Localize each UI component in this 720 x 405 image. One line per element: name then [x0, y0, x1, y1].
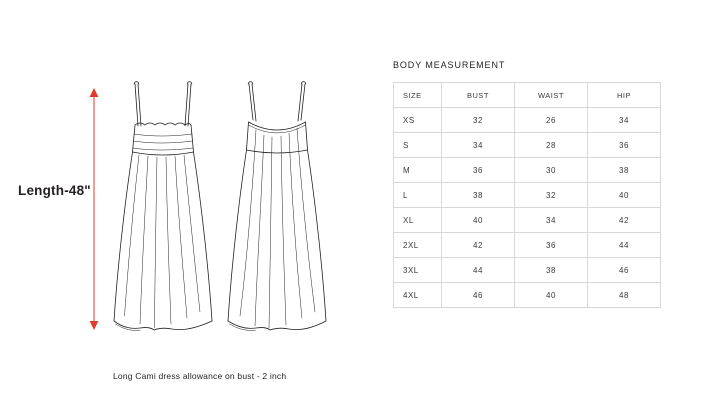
cell-hip: 40: [588, 183, 661, 208]
measurement-panel: [393, 60, 649, 308]
cell-waist: 38: [515, 258, 588, 283]
cell-hip: 38: [588, 158, 661, 183]
length-label: Length-48": [18, 183, 91, 198]
table-row: [394, 258, 661, 283]
column-header-waist: WAIST: [515, 83, 588, 108]
cell-waist: 36: [515, 233, 588, 258]
cell-size: XL: [394, 208, 442, 233]
measurement-title: BODY MEASUREMENT: [393, 60, 506, 70]
cell-size: XS: [394, 108, 442, 133]
cell-size: 2XL: [394, 233, 442, 258]
cell-bust: 36: [442, 158, 515, 183]
cell-hip: 36: [588, 133, 661, 158]
size-chart-table: [393, 82, 661, 308]
cell-hip: 42: [588, 208, 661, 233]
illustration-caption: Long Cami dress allowance on bust - 2 inch: [113, 371, 287, 381]
cell-waist: 28: [515, 133, 588, 158]
column-header-bust: BUST: [442, 83, 515, 108]
cell-waist: 32: [515, 183, 588, 208]
cell-hip: 46: [588, 258, 661, 283]
cell-bust: 32: [442, 108, 515, 133]
cell-hip: 34: [588, 108, 661, 133]
table-row: [394, 283, 661, 308]
table-row: [394, 208, 661, 233]
cell-bust: 38: [442, 183, 515, 208]
dress-front-view-sketch: [108, 78, 218, 340]
table-header-row: [394, 83, 661, 108]
cell-waist: 34: [515, 208, 588, 233]
dress-back-view-sketch: [222, 78, 332, 340]
cell-bust: 46: [442, 283, 515, 308]
cell-size: S: [394, 133, 442, 158]
cell-waist: 30: [515, 158, 588, 183]
table-row: [394, 158, 661, 183]
table-row: [394, 133, 661, 158]
cell-size: 3XL: [394, 258, 442, 283]
table-row: [394, 233, 661, 258]
cell-waist: 26: [515, 108, 588, 133]
cell-waist: 40: [515, 283, 588, 308]
cell-size: M: [394, 158, 442, 183]
cell-bust: 42: [442, 233, 515, 258]
cell-hip: 44: [588, 233, 661, 258]
cell-hip: 48: [588, 283, 661, 308]
cell-bust: 44: [442, 258, 515, 283]
cell-bust: 40: [442, 208, 515, 233]
table-row: [394, 108, 661, 133]
length-measure-arrow: [88, 88, 100, 330]
cell-size: L: [394, 183, 442, 208]
column-header-size: SIZE: [394, 83, 442, 108]
table-row: [394, 183, 661, 208]
column-header-hip: HIP: [588, 83, 661, 108]
cell-size: 4XL: [394, 283, 442, 308]
cell-bust: 34: [442, 133, 515, 158]
